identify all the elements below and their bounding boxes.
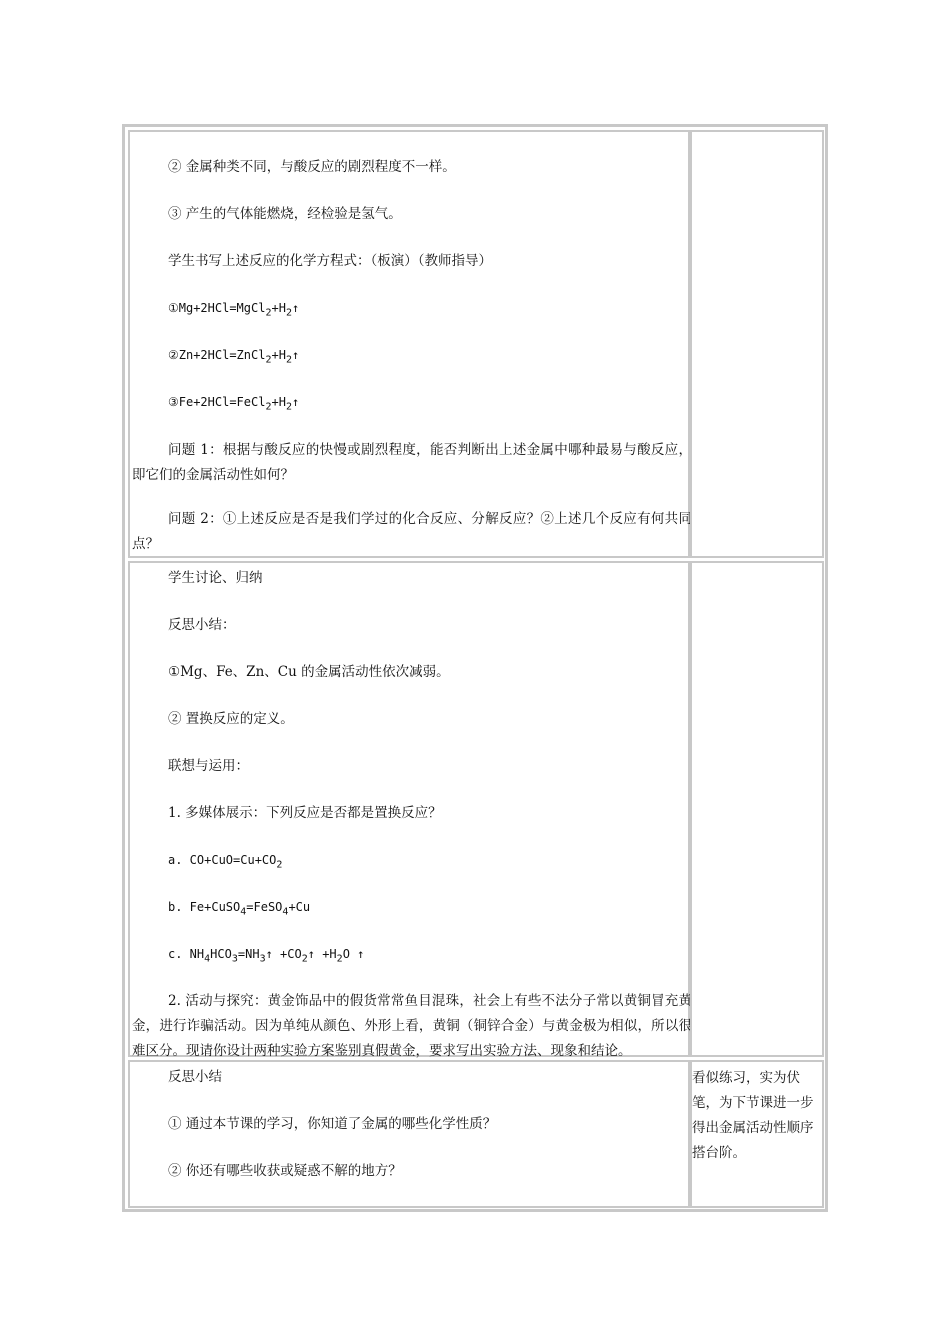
text-line: 反思小结 (168, 1069, 222, 1085)
question-1: 问题 1：根据与酸反应的快慢或剧烈程度，能否判断出上述金属中哪种最易与酸反应，即它们的金属活动性如何？ (132, 442, 692, 483)
note-cell (690, 1060, 824, 1208)
content-cell (128, 130, 690, 558)
text-line: ② 置换反应的定义。 (168, 711, 294, 727)
reaction-b: b. Fe+CuSO$_4$=FeSO$_4$+Cu (168, 900, 311, 918)
activity-paragraph: 2. 活动与探究：黄金饰品中的假货常常鱼目混珠，社会上有些不法分子常以黄铜冒充黄金，进行诈骗活动。因为单纯从颜色、外形上看，黄铜（铜锌合金）与黄金极为相似，所以很难区分。现请你设计两种实验方案鉴别真假黄金，要求写出实验方法、现象和结论。 (132, 993, 692, 1059)
text-line: ③ 产生的气体能燃烧，经检验是氢气。 (168, 206, 402, 222)
reaction-c: c. $NH_4HCO_3=NH_3↑$ $+CO_2↑ +H_2O$ ↑ (168, 947, 365, 965)
text-line: 学生书写上述反应的化学方程式：（板演）（教师指导） (168, 253, 492, 269)
text-line: ① 通过本节课的学习，你知道了金属的哪些化学性质？ (168, 1116, 497, 1132)
equation-1: $①Mg+2HCl=MgCl_2+H_2↑$ (168, 301, 300, 319)
content-cell (128, 561, 690, 1057)
lesson-table (122, 124, 828, 1212)
note-cell (690, 130, 824, 558)
text-line: ② 你还有哪些收获或疑惑不解的地方？ (168, 1163, 402, 1179)
equation-3: $③Fe+2HCl=FeCl_2+H_2↑$ (168, 395, 300, 413)
text-line: 反思小结： (168, 617, 236, 633)
text-line: 1. 多媒体展示：下列反应是否都是置换反应？ (168, 805, 442, 821)
equation-2: $②Zn+2HCl=ZnCl_2+H_2↑$ (168, 348, 300, 366)
table-row (128, 561, 822, 1057)
content-cell (128, 1060, 690, 1208)
text-line: 学生讨论、归纳 (168, 570, 263, 586)
text-line: ② 金属种类不同，与酸反应的剧烈程度不一样。 (168, 159, 456, 175)
question-2: 问题 2：①上述反应是否是我们学过的化合反应、分解反应？②上述几个反应有何共同点？ (132, 511, 692, 552)
note-cell (690, 561, 824, 1057)
table-row (128, 1060, 822, 1208)
text-line: 联想与运用： (168, 758, 249, 774)
side-note: 看似练习，实为伏笔，为下节课进一步得出金属活动性顺序搭台阶。 (692, 1070, 814, 1161)
reaction-a: a. $CO+CuO=Cu+CO_2$ (168, 853, 283, 871)
table-row (128, 130, 822, 558)
text-line: ①Mg、Fe、Zn、Cu 的金属活动性依次减弱。 (168, 664, 450, 680)
